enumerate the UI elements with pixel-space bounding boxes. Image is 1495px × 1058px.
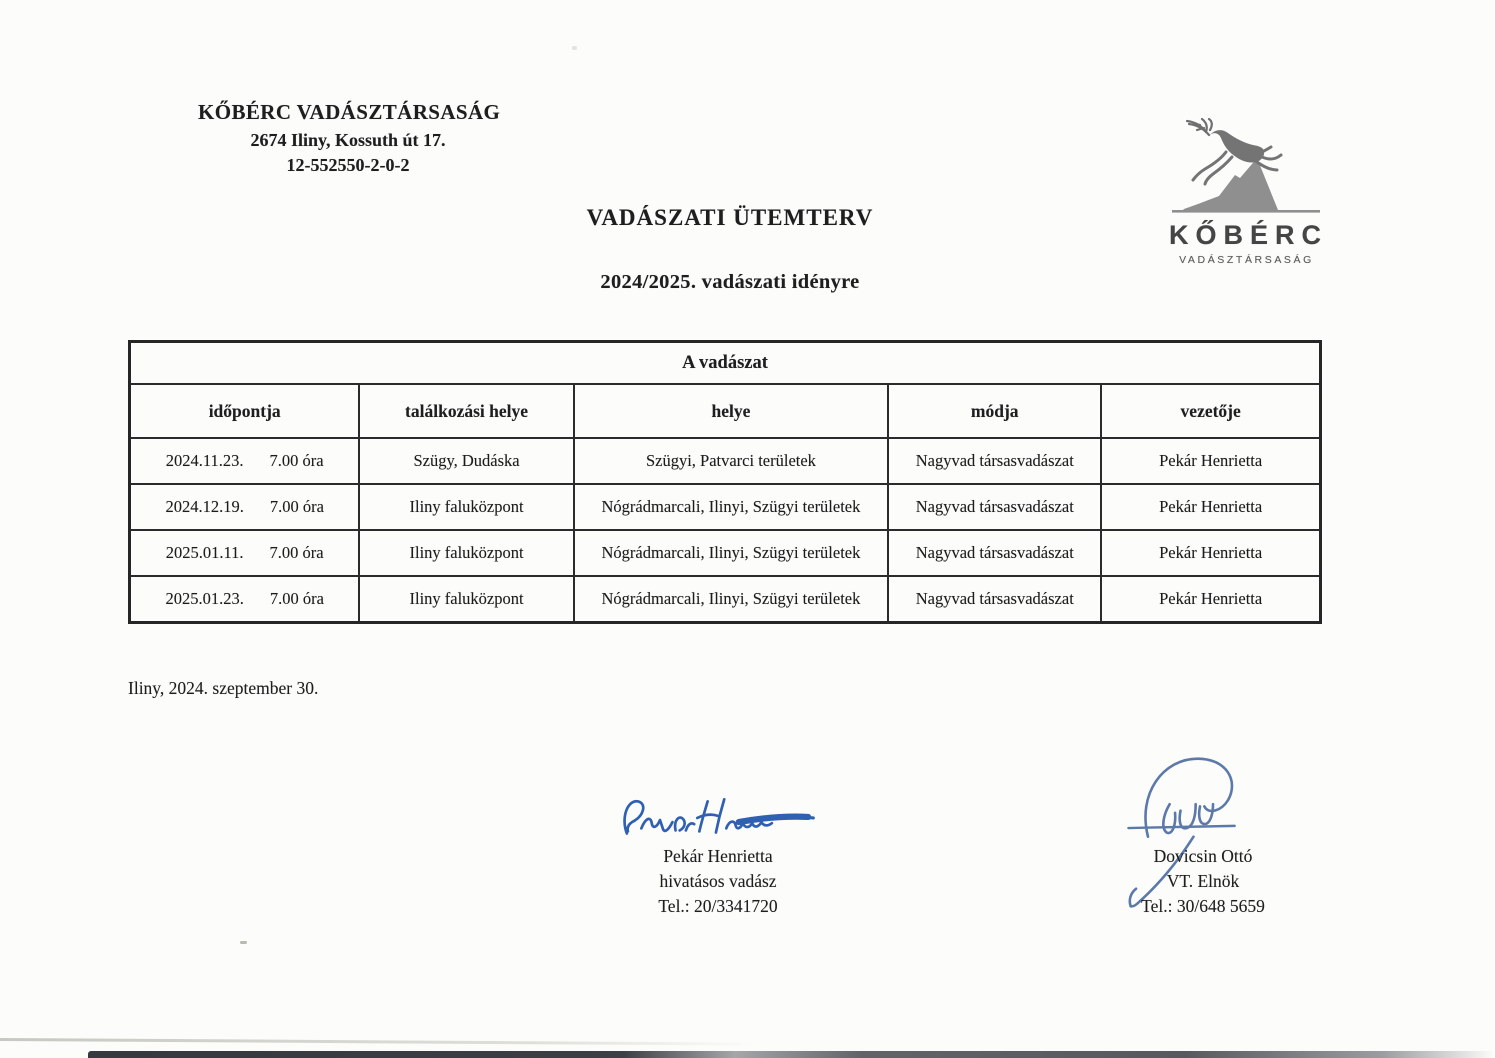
- cell-hunt-type: Nagyvad társasvadászat: [888, 484, 1101, 530]
- signer-name: Dovicsin Ottó: [1153, 846, 1253, 866]
- column-header-helye: helye: [574, 384, 888, 438]
- cell-date-time: [130, 438, 360, 484]
- cell-meeting-point: Iliny faluközpont: [359, 484, 573, 530]
- letterhead: [198, 100, 501, 176]
- table-row: [130, 576, 1321, 623]
- cell-date: 2024.11.23.: [165, 451, 244, 470]
- cell-meeting-point: Iliny faluközpont: [359, 530, 573, 576]
- column-header-idopontja: időpontja: [130, 384, 360, 438]
- cell-location: Nógrádmarcali, Ilinyi, Szügyi területek: [574, 576, 888, 623]
- cell-leader: Pekár Henrietta: [1101, 484, 1320, 530]
- signature-block-president: [1088, 750, 1318, 917]
- cell-date-time: [130, 530, 360, 576]
- hunting-schedule-table: [128, 340, 1322, 624]
- company-tax-number: 12-552550-2-0-2: [286, 155, 410, 175]
- leaping-stag-icon: [1160, 118, 1330, 218]
- scan-artifact-bottom-edge: [88, 1051, 1495, 1058]
- cell-meeting-point: Szügy, Dudáska: [359, 438, 573, 484]
- scan-artifact-speck: [240, 941, 247, 944]
- signer-name: Pekár Henrietta: [663, 846, 773, 866]
- table-caption-row: [130, 342, 1321, 385]
- column-header-modja: módja: [888, 384, 1101, 438]
- cell-time: 7.00 óra: [269, 589, 324, 608]
- cell-location: Szügyi, Patvarci területek: [574, 438, 888, 484]
- cell-time: 7.00 óra: [269, 497, 324, 516]
- cell-date: 2025.01.23.: [165, 589, 244, 608]
- scan-artifact-line: [0, 1038, 760, 1046]
- cell-time: 7.00 óra: [269, 451, 324, 470]
- cell-meeting-point: Iliny faluközpont: [359, 576, 573, 623]
- cell-date: 2025.01.11.: [165, 543, 244, 562]
- table-row: [130, 530, 1321, 576]
- cell-location: Nógrádmarcali, Ilinyi, Szügyi területek: [574, 484, 888, 530]
- cell-date: 2024.12.19.: [165, 497, 244, 516]
- cell-hunt-type: Nagyvad társasvadászat: [888, 438, 1101, 484]
- cell-leader: Pekár Henrietta: [1101, 438, 1320, 484]
- column-header-vezetoje: vezetője: [1101, 384, 1320, 438]
- handwritten-signature-pekar: [613, 790, 823, 848]
- place-date-line: Iliny, 2024. szeptember 30.: [128, 678, 319, 698]
- signer-phone: Tel.: 30/648 5659: [1141, 896, 1265, 916]
- signer-role: VT. Elnök: [1166, 871, 1240, 891]
- table-caption: A vadászat: [130, 342, 1321, 385]
- scan-artifact-speck: [572, 46, 577, 50]
- signer-role: hivatásos vadász: [659, 871, 777, 891]
- company-name: KŐBÉRC VADÁSZTÁRSASÁG: [198, 100, 501, 124]
- company-logo: [1135, 118, 1355, 266]
- logo-wordmark: KŐBÉRC: [1168, 220, 1328, 250]
- cell-leader: Pekár Henrietta: [1101, 530, 1320, 576]
- cell-location: Nógrádmarcali, Ilinyi, Szügyi területek: [574, 530, 888, 576]
- signer-phone: Tel.: 20/3341720: [658, 896, 778, 916]
- table-row: [130, 438, 1321, 484]
- cell-time: 7.00 óra: [269, 543, 324, 562]
- table-row: [130, 484, 1321, 530]
- cell-leader: Pekár Henrietta: [1101, 576, 1320, 623]
- company-address: 2674 Iliny, Kossuth út 17.: [250, 130, 446, 150]
- signature-block-hunter: [598, 790, 838, 917]
- column-header-talalkozasi-helye: találkozási helye: [359, 384, 573, 438]
- cell-hunt-type: Nagyvad társasvadászat: [888, 576, 1101, 623]
- document-title: VADÁSZATI ÜTEMTERV: [586, 205, 874, 230]
- cell-date-time: [130, 576, 360, 623]
- table-header-row: [130, 384, 1321, 438]
- logo-subtitle: VADÁSZTÁRSASÁG: [1179, 254, 1314, 266]
- document-subtitle: 2024/2025. vadászati idényre: [600, 271, 860, 293]
- cell-hunt-type: Nagyvad társasvadászat: [888, 530, 1101, 576]
- cell-date-time: [130, 484, 360, 530]
